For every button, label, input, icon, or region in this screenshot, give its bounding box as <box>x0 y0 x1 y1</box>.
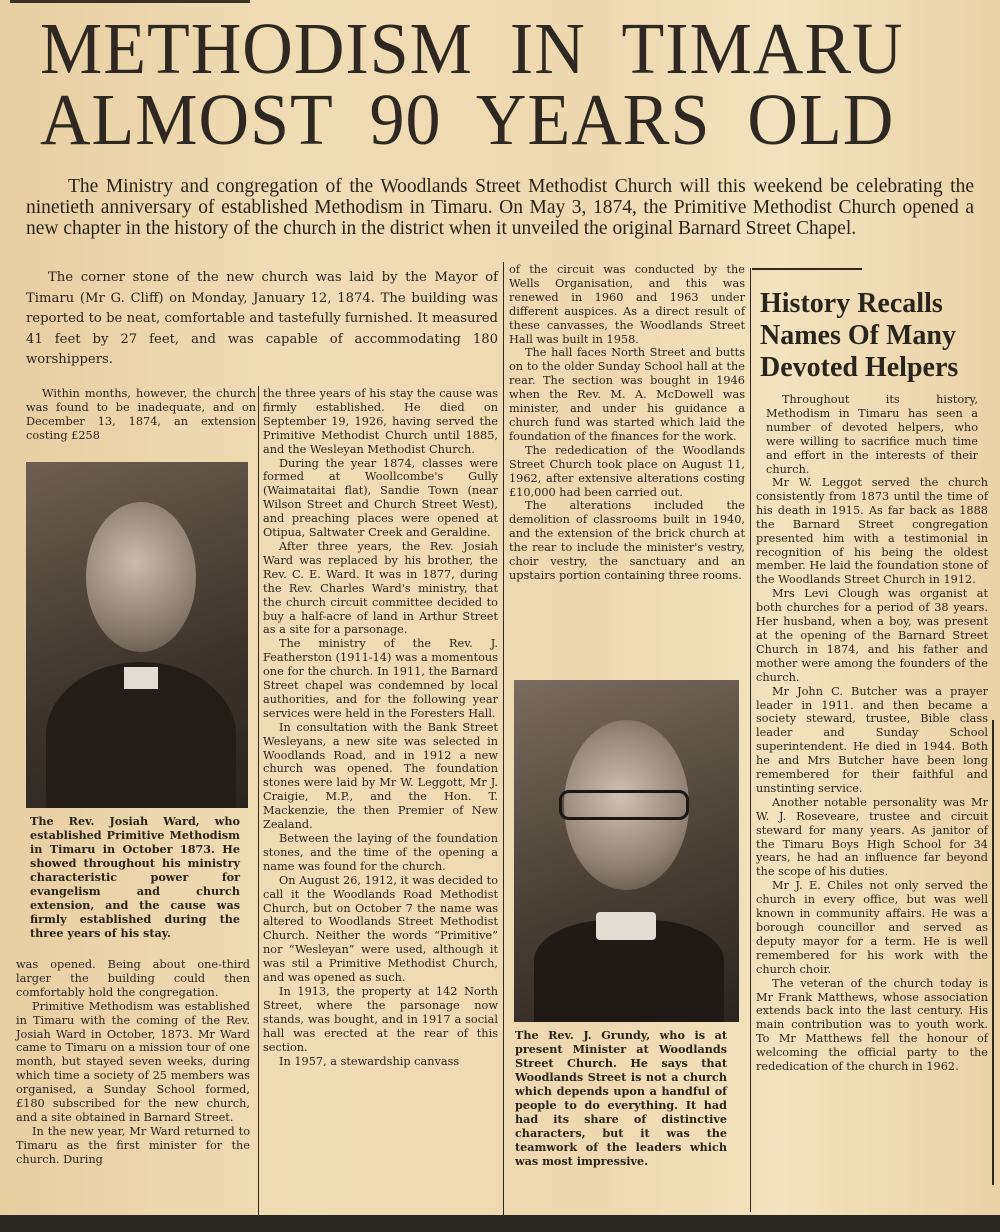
column-1-top <box>26 387 256 443</box>
paragraph: Within months, however, the church was found to be inadequate, and on December 13, 1874, an extension costing £258 <box>26 387 256 442</box>
portrait-face <box>86 502 196 652</box>
column-1-body <box>16 958 250 1167</box>
sidebar-body <box>756 476 988 1074</box>
paragraph: Mrs Levi Clough was organist at both churches for a period of 38 years. Her husband, when a boy, was present at the opening of the Barnard Street Church in 1874, and his father and mother were among the founders of the church. <box>756 587 988 684</box>
headline <box>40 8 960 161</box>
column-3 <box>509 263 745 583</box>
photo-caption-josiah-ward: The Rev. Josiah Ward, who established Primitive Methodism in Timaru in October 1873. He showed throughout his ministry characteristic power for evangelism and church extension, and the cause was firmly established during the three years of his stay. <box>30 814 240 940</box>
sidebar-headline: History Recalls Names Of Many Devoted Helpers <box>760 288 959 383</box>
lead-paragraph: The corner stone of the new church was laid by the Mayor of Timaru (Mr G. Cliff) on Monday, January 12, 1874. The building was reported to be neat, comfortable and tastefully furnished. It measured 41 feet by 27 feet, and was capable of accommodating 180 worshippers. <box>26 270 498 367</box>
headline-line-2: ALMOST 90 YEARS OLD <box>40 80 895 161</box>
paragraph: Primitive Methodism was established in Timaru with the coming of the Rev. Josiah Ward in October, 1873. Mr Ward came to Timaru on a mission tour of one month, but stayed seven weeks, during which time a society of 25 members was organised, a Sunday School formed, £180 subscribed for the new church, and a site obtained in Barnard Street. <box>16 999 250 1124</box>
paragraph: Between the laying of the foundation stones, and the time of the opening a name was found for the church. <box>263 832 498 873</box>
paragraph: In consultation with the Bank Street Wesleyans, a new site was selected in Woodlands Road, and in 1912 a new church was opened. The foundation stones were laid by Mr W. Leggott, Mr J. Craigie, M.P., and the Hon. T. Mackenzie, the then Premier of New Zealand. <box>263 720 498 832</box>
paragraph: The ministry of the Rev. J. Featherston (1911-14) was a momentous one for the church. In 1911, the Barnard Street chapel was condemned by local authorities, and for the following year services were held in the Foresters Hall. <box>263 637 498 720</box>
paragraph: The veteran of the church today is Mr Frank Matthews, whose association extends back into the last century. His main contribution was to youth work. To Mr Matthews fell the honour of welcoming the official party to the rededication of the church in 1962. <box>756 976 988 1074</box>
edge-rule <box>992 720 994 1185</box>
paragraph: Throughout its history, Methodism in Timaru has seen a number of devoted helpers, who were willing to sacrifice much time and effort in the interests of their church. <box>766 393 978 476</box>
clerical-collar <box>596 912 656 940</box>
paragraph: Mr J. E. Chiles not only served the church in every office, but was well known in community affairs. He was a borough councillor and served as deputy mayor for a term. He is well remembered for his work with the church choir. <box>756 879 988 976</box>
sidebar-top-rule <box>752 268 862 270</box>
photo-j-grundy <box>514 680 739 1022</box>
paragraph: the three years of his stay the cause was firmly established. He died on September 19, 1926, having served the Primitive Methodist Church until 1885, and the Wesleyan Methodist Church. <box>263 387 498 456</box>
photo-caption-j-grundy: The Rev. J. Grundy, who is at present Minister at Woodlands Street Church. He says that Woodlands Street is not a church which depends upon a handful of people to do everything. It had had its share of distinctive characters, but it was the teamwork of the leaders which was most impressive. <box>515 1028 727 1168</box>
sidebar-intro <box>766 393 978 476</box>
clerical-collar <box>124 667 158 689</box>
headline-line-1: METHODISM IN TIMARU <box>40 8 904 90</box>
paragraph: During the year 1874, classes were formed at Woollcombe's Gully (Waimataitai flat), Sandie Town (near Wilson Street and Church Street West), and preaching places were opened at Otipua, Saltwater Creek and Geraldine. <box>263 456 498 540</box>
paragraph: After three years, the Rev. Josiah Ward was replaced by his brother, the Rev. C. E. Ward. It was in 1877, during the Rev. Charles Ward's ministry, that the church circuit committee decided to buy a half-acre of land in Arthur Street as a site for a parsonage. <box>263 539 498 637</box>
paragraph: The alterations included the demolition of classrooms built in 1940, and the extension of the brick church at the rear to include the minister's vestry, choir vestry, the sanctuary and an upstairs portion containing three rooms. <box>509 499 745 582</box>
scan-background <box>0 1215 1000 1232</box>
column-2 <box>263 387 498 1068</box>
column-rule <box>258 386 259 1216</box>
paragraph: The hall faces North Street and butts on to the older Sunday School hall at the rear. The section was bought in 1946 when the Rev. M. A. McDowell was minister, and under his guidance a church fund was started which laid the foundation of the finances for the work. <box>509 346 745 443</box>
photo-josiah-ward <box>26 462 248 808</box>
paragraph: Mr W. Leggot served the church consistently from 1873 until the time of his death in 1915. As far back as 1888 the Barnard Street congregation presented him with a testimonial in recognition of his being the oldest member. He laid the foundation stone of the Woodlands Street Church in 1912. <box>756 476 988 587</box>
paragraph: The rededication of the Woodlands Street Church took place on August 11, 1962, after extensive alterations costing £10,000 had been carried out. <box>509 443 745 499</box>
paragraph: In the new year, Mr Ward returned to Timaru as the first minister for the church. During <box>16 1124 250 1166</box>
column-rule <box>503 262 504 1216</box>
paragraph: In 1913, the property at 142 North Street, where the parsonage now stands, was bought, and in 1917 a social hall was erected at the rear of this section. <box>263 984 498 1054</box>
paragraph: was opened. Being about one-third larger the building could then comfortably hold the congregation. <box>16 958 250 999</box>
paragraph: of the circuit was conducted by the Wells Organisation, and this was renewed in 1960 and 1963 under different auspices. As a direct result of these canvasses, the Woodlands Street Hall was built in 1958. <box>509 263 745 346</box>
paragraph: On August 26, 1912, it was decided to call it the Woodlands Road Methodist Church, but on October 7 the name was altered to Woodlands Street Methodist Church. Neither the words “Primitive” nor “Wesleyan” were used, although it was stil a Primitive Methodist Church, and was opened as such. <box>263 873 498 985</box>
intro-paragraph: The Ministry and congregation of the Woodlands Street Methodist Church will this weekend be celebrating the ninetieth anniversary of established Methodism in Timaru. On May 3, 1874, the Primitive Methodist Church opened a new chapter in the history of the church in the district when it unveiled the original Barnard Street Chapel. <box>26 176 974 239</box>
paragraph: Mr John C. Butcher was a prayer leader in 1911. and then became a society steward, trustee, Bible class leader and Sunday School superintendent. He died in 1944. Both he and Mrs Butcher have been long remembered for their faithful and unstinting service. <box>756 684 988 795</box>
paragraph: In 1957, a stewardship canvass <box>279 1054 460 1068</box>
glasses <box>559 790 689 820</box>
paragraph: Another notable personality was Mr W. J. Roseveare, trustee and circuit steward for many years. As janitor of the Timaru Boys High School for 34 years, he had an influence far beyond the scope of his duties. <box>756 795 988 879</box>
column-rule <box>750 268 751 1212</box>
top-rule <box>10 0 250 3</box>
